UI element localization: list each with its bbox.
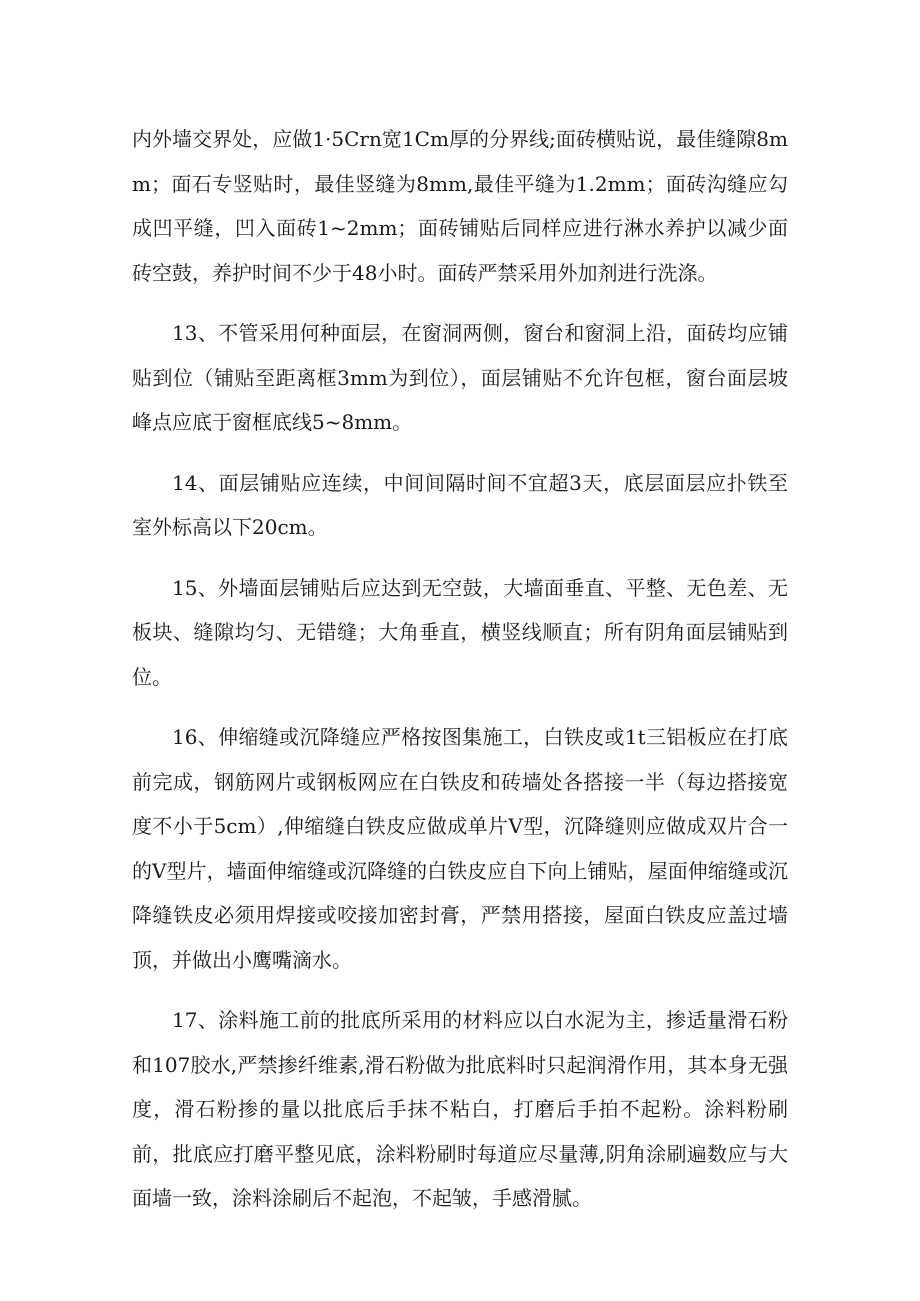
paragraph-continuation: 内外墙交界处，应做1·5Crn宽1Cm厚的分界线;面砖横贴说，最佳缝隙8mm；面石专竖贴时，最佳竖缝为8mm,最佳平缝为1.2mm；面砖沟缝应勾成凹平缝，凹入面砖1~2mm；面砖铺贴后同样应进行淋水养护以减少面砖空鼓，养护时间不少于48小时。面砖严禁采用外加剂进行洗涤。: [132, 127, 788, 285]
paragraph-14: 14、面层铺贴应连续，中间间隔时间不宜超3天，底层面层应扑铁至室外标高以下20cm。: [132, 470, 788, 539]
document-body: [132, 117, 788, 1237]
paragraph-17: 17、涂料施工前的批底所采用的材料应以白水泥为主，掺适量滑石粉和107胶水,严禁掺纤维素,滑石粉做为批底料时只起润滑作用，其本身无强度，滑石粉掺的量以批底后手抹不粘白，打磨后手拍不起粉。涂料粉刷前，批底应打磨平整见底，涂料粉刷时每道应尽量薄,阴角涂刷遍数应与大面墙一致，涂料涂刷后不起泡，不起皱，手感滑腻。: [132, 1008, 788, 1210]
paragraph-15: 15、外墙面层铺贴后应达到无空鼓，大墙面垂直、平整、无色差、无板块、缝隙均匀、无错缝；大角垂直，横竖线顺直；所有阴角面层铺贴到位。: [132, 575, 788, 689]
paragraph-13: 13、不管采用何种面层，在窗洞两侧，窗台和窗洞上沿，面砖均应铺贴到位（铺贴至距离框3mm为到位），面层铺贴不允许包框，窗台面层坡峰点应底于窗框底线5~8mm。: [132, 321, 788, 434]
paragraph-16: 16、伸缩缝或沉降缝应严格按图集施工，白铁皮或1t三铝板应在打底前完成，钢筋网片或钢板网应在白铁皮和砖墙处各搭接一半（每边搭接宽度不小于5cm）,伸缩缝白铁皮应做成单片V型，沉降缝则应做成双片合一的V型片，墙面伸缩缝或沉降缝的白铁皮应自下向上铺贴，屋面伸缩缝或沉降缝铁皮必须用焊接或咬接加密封膏，严禁用搭接，屋面白铁皮应盖过墙顶，并做出小鹰嘴滴水。: [132, 725, 788, 972]
